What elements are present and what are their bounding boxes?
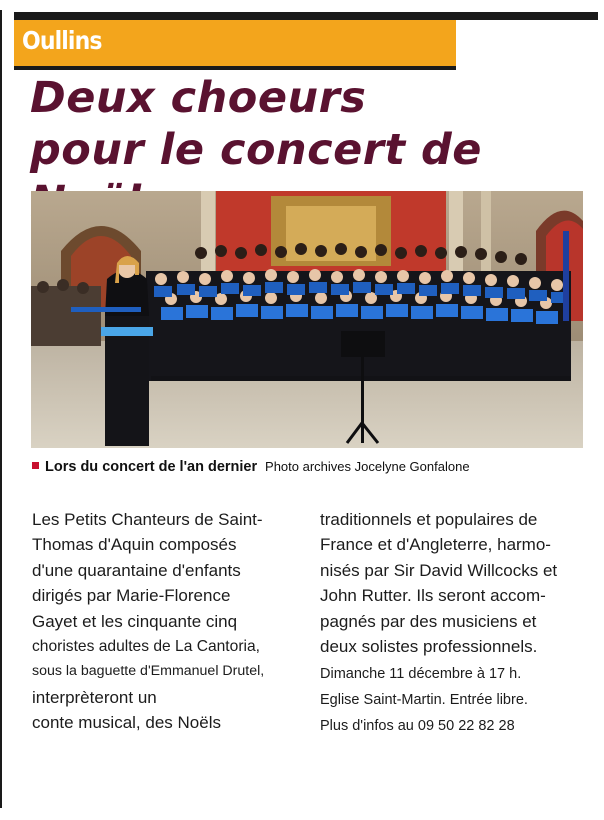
headline-line-2: pour le concert de <box>30 125 482 175</box>
body-column-2 <box>320 507 600 659</box>
body-line: Thomas d'Aquin composés <box>32 535 237 555</box>
body-line: sous la baguette d'Emmanuel Drutel, <box>32 663 265 680</box>
body-line: France et d'Angleterre, harmo- <box>320 535 551 555</box>
photo-credit: Photo archives Jocelyne Gonfalone <box>265 459 470 474</box>
event-info <box>320 661 528 739</box>
body-line: Gayet et les cinquante cinq <box>32 611 238 631</box>
event-date: Dimanche 11 décembre à 17 h. <box>320 666 522 682</box>
body-column-1 <box>32 507 294 736</box>
body-line: deux solistes professionnels. <box>320 637 538 657</box>
choir-photo <box>31 191 583 448</box>
photo-caption <box>32 458 470 475</box>
body-line: traditionnels et populaires de <box>320 510 538 529</box>
headline-line-1: Deux choeurs <box>30 73 367 123</box>
caption-text: Lors du concert de l'an dernier <box>45 459 258 475</box>
body-line: choristes adultes de La Cantoria, <box>32 638 260 656</box>
body-line: d'une quarantaine d'enfants <box>32 560 241 580</box>
section-tag-bar <box>14 20 456 70</box>
body-line: nisés par Sir David Willcocks et <box>320 560 558 580</box>
event-contact: Plus d'infos au 09 50 22 82 28 <box>320 718 515 734</box>
body-line: Les Petits Chanteurs de Saint- <box>32 510 263 529</box>
event-venue: Eglise Saint-Martin. Entrée libre. <box>320 692 528 708</box>
body-line: John Rutter. Ils seront accom- <box>320 586 546 606</box>
body-line: pagnés par des musiciens et <box>320 611 537 631</box>
caption-bullet-square <box>32 462 39 469</box>
body-line: conte musical, des Noëls <box>32 713 221 733</box>
section-tag: Oullins <box>22 26 102 55</box>
page-left-rule <box>0 10 2 808</box>
body-line: interprèteront un <box>32 687 157 707</box>
body-line: dirigés par Marie-Florence <box>32 586 231 606</box>
section-top-rule <box>14 12 598 20</box>
